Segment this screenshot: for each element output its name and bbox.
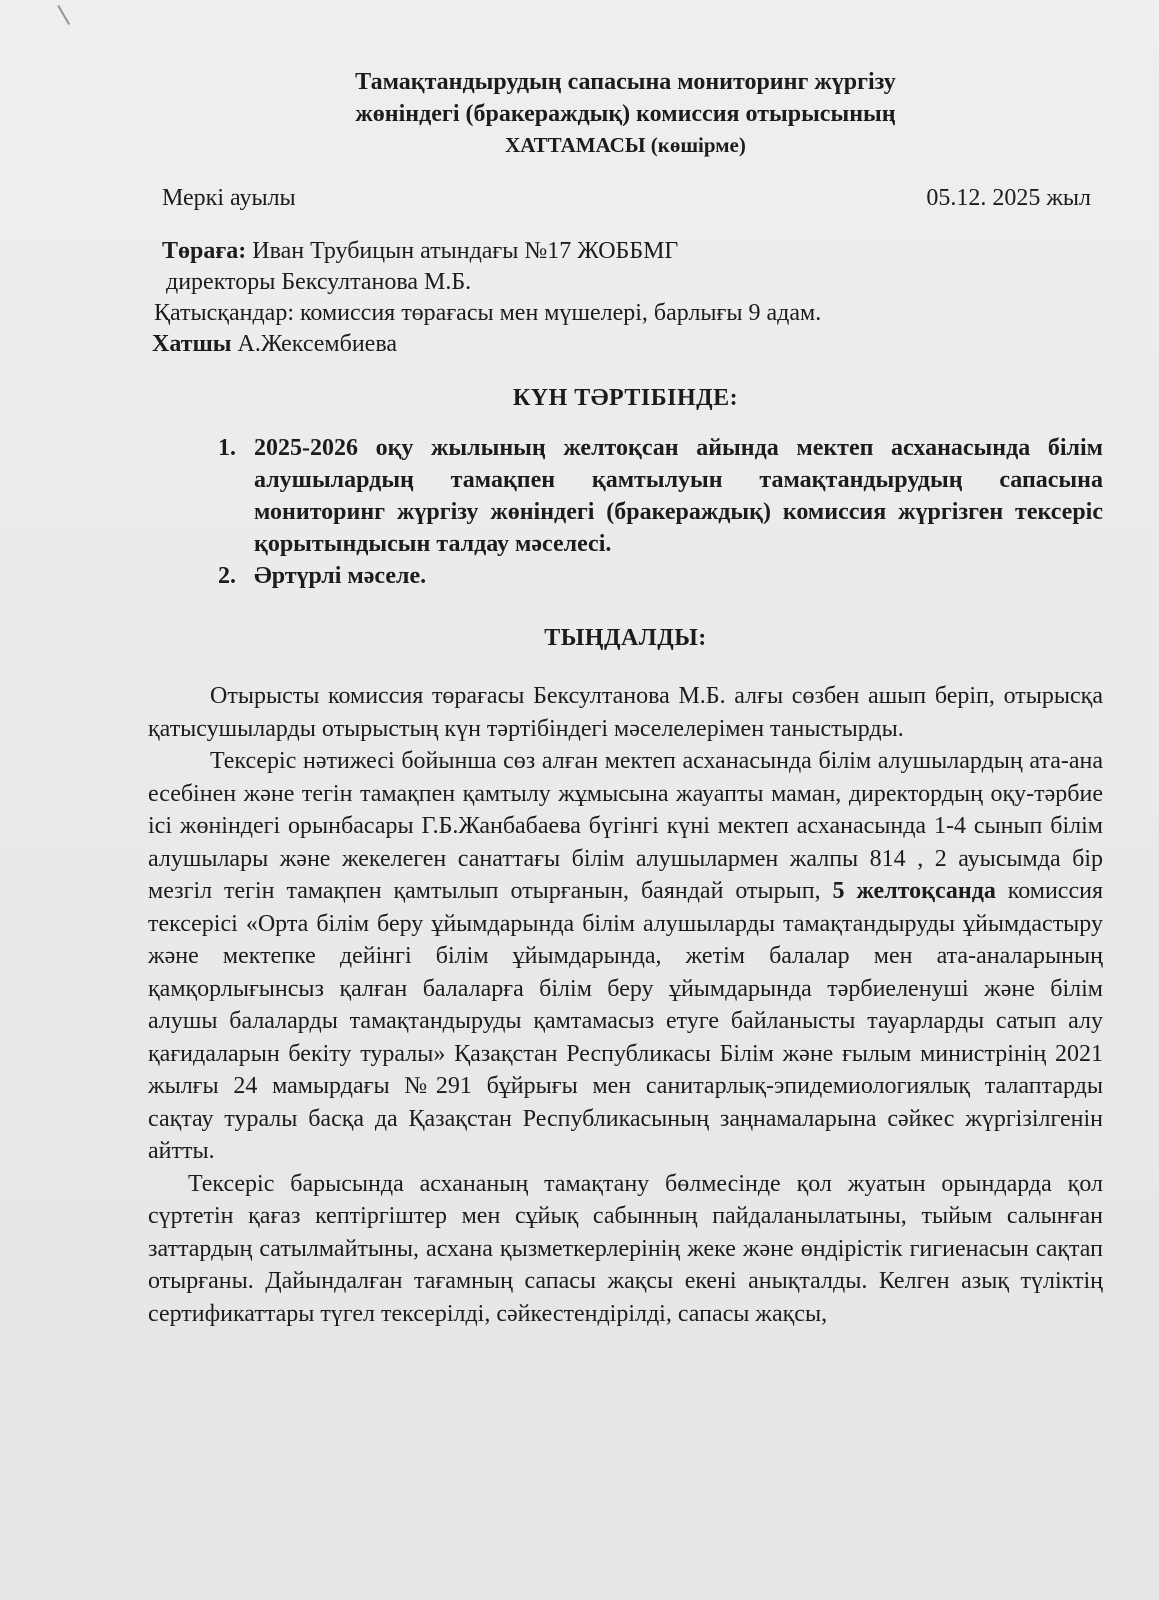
agenda-item-text: Әртүрлі мәселе.: [254, 563, 427, 589]
agenda-list: [148, 432, 1103, 592]
paragraph-report: [148, 745, 1103, 1168]
chair-text: Иван Трубицын атындағы №17 ЖОББМГ: [246, 238, 679, 264]
agenda-heading: КҮН ТӘРТІБІНДЕ:: [512, 385, 739, 411]
page-corner-mark: [57, 0, 104, 25]
chair-label: Төраға:: [162, 238, 247, 264]
paragraph-report-part-a: Тексеріс нәтижесі бойынша сөз алған мектеп асханасында білім алушылардың ата-ана есебінен және тегін тамақпен қамтылу жұмысына жауапты маман, директордың оқу-тәрбие ісі жөніндегі орынбасары Г.Б.Жанбабаева бүгінгі күні мектеп асханасында 1-4 сынып білім алушылары және жекелеген санаттағы білім алушылармен жалпы 814 , 2 ауысымда бір мезгіл тегін тамақпен қамтылып отырғанын, баяндай отырып,: [148, 748, 1103, 904]
date-text: 05.12. 2025 жыл: [926, 185, 1091, 211]
title-line-3: ХАТТАМАСЫ (көшірме): [505, 133, 746, 157]
place-text: Меркі ауылы: [162, 185, 296, 211]
document-content: [148, 66, 1103, 1330]
heard-heading: ТЫҢДАЛДЫ:: [544, 625, 707, 651]
agenda-item: [218, 432, 1103, 560]
agenda-item-text: 2025-2026 оқу жылының желтоқсан айында мектеп асханасында білім алушылардың тамақпен қамтылуын тамақтандырудың сапасына мониторинг жүргізу жөніндегі (бракераждық) комиссия жүргізген тексеріс қорытындысын талдау мәселесі.: [254, 435, 1103, 557]
agenda-item-number: 1.: [218, 435, 236, 461]
title-line-1: Тамақтандырудың сапасына мониторинг жүргізу: [355, 69, 896, 95]
paragraph-report-part-b: комиссия тексерісі «Орта білім беру ұйымдарында білім алушыларды тамақтандыруды ұйымдастыру және мектепке дейінгі білім ұйымдарында, жетім балалар мен ата-аналарының қамқорлығынсыз қалған балаларға білім беру ұйымдарында тәрбиеленуші және білім алушы балаларды тамақтандыруды қамтамасыз етуге байланысты тауарларды сатып алу қағидаларын бекіту туралы» Қазақстан Республикасы Білім және ғылым министрінің 2021 жылғы 24 мамырдағы №291 бұйрығы мен санитарлық-эпидемиологиялық талаптарды сақтау туралы басқа да Қазақстан Республикасының заңнамаларына сәйкес жүргізілгенін айтты.: [148, 878, 1103, 1164]
secretary-line: [148, 329, 1103, 360]
paragraph-report-bold-date: 5 желтоқсанда: [832, 878, 996, 904]
title-line-2: жөніндегі (бракераждық) комиссия отырысының: [355, 101, 896, 127]
place-date-row: [148, 182, 1103, 214]
secretary-label: Хатшы: [152, 331, 232, 357]
paragraph-opening: Отырысты комиссия төрағасы Бексултанова М.Б. алғы сөзбен ашып беріп, отырысқа қатысушыларды отырыстың күн тәртібіндегі мәселелерімен таныстырды.: [148, 683, 1103, 742]
meeting-meta: [148, 236, 1103, 360]
paragraph-inspection: Тексеріс барысында асхананың тамақтану бөлмесінде қол жуатын орындарда қол сүртетін қағаз кептіргіштер мен сұйық сабынның пайдаланылатыны, тыйым салынған заттардың сатылмайтыны, асхана қызметкерлерінің жеке және өндірістік гигиенасын сақтап отырғаны. Дайындалған тағамның сапасы жақсы екені анықталды. Келген азық түліктің сертификаттары түгел тексерілді, сәйкестендірілді, сапасы жақсы,: [148, 1170, 1103, 1327]
secretary-text: А.Жексембиева: [231, 331, 397, 357]
chair-line: [148, 236, 1103, 267]
agenda-item-number: 2.: [218, 563, 236, 589]
participants-line: Қатысқандар: комиссия төрағасы мен мүшелері, барлығы 9 адам.: [154, 300, 822, 326]
agenda-item: [218, 560, 1103, 592]
chair-line-2: директоры Бексултанова М.Б.: [166, 269, 472, 295]
